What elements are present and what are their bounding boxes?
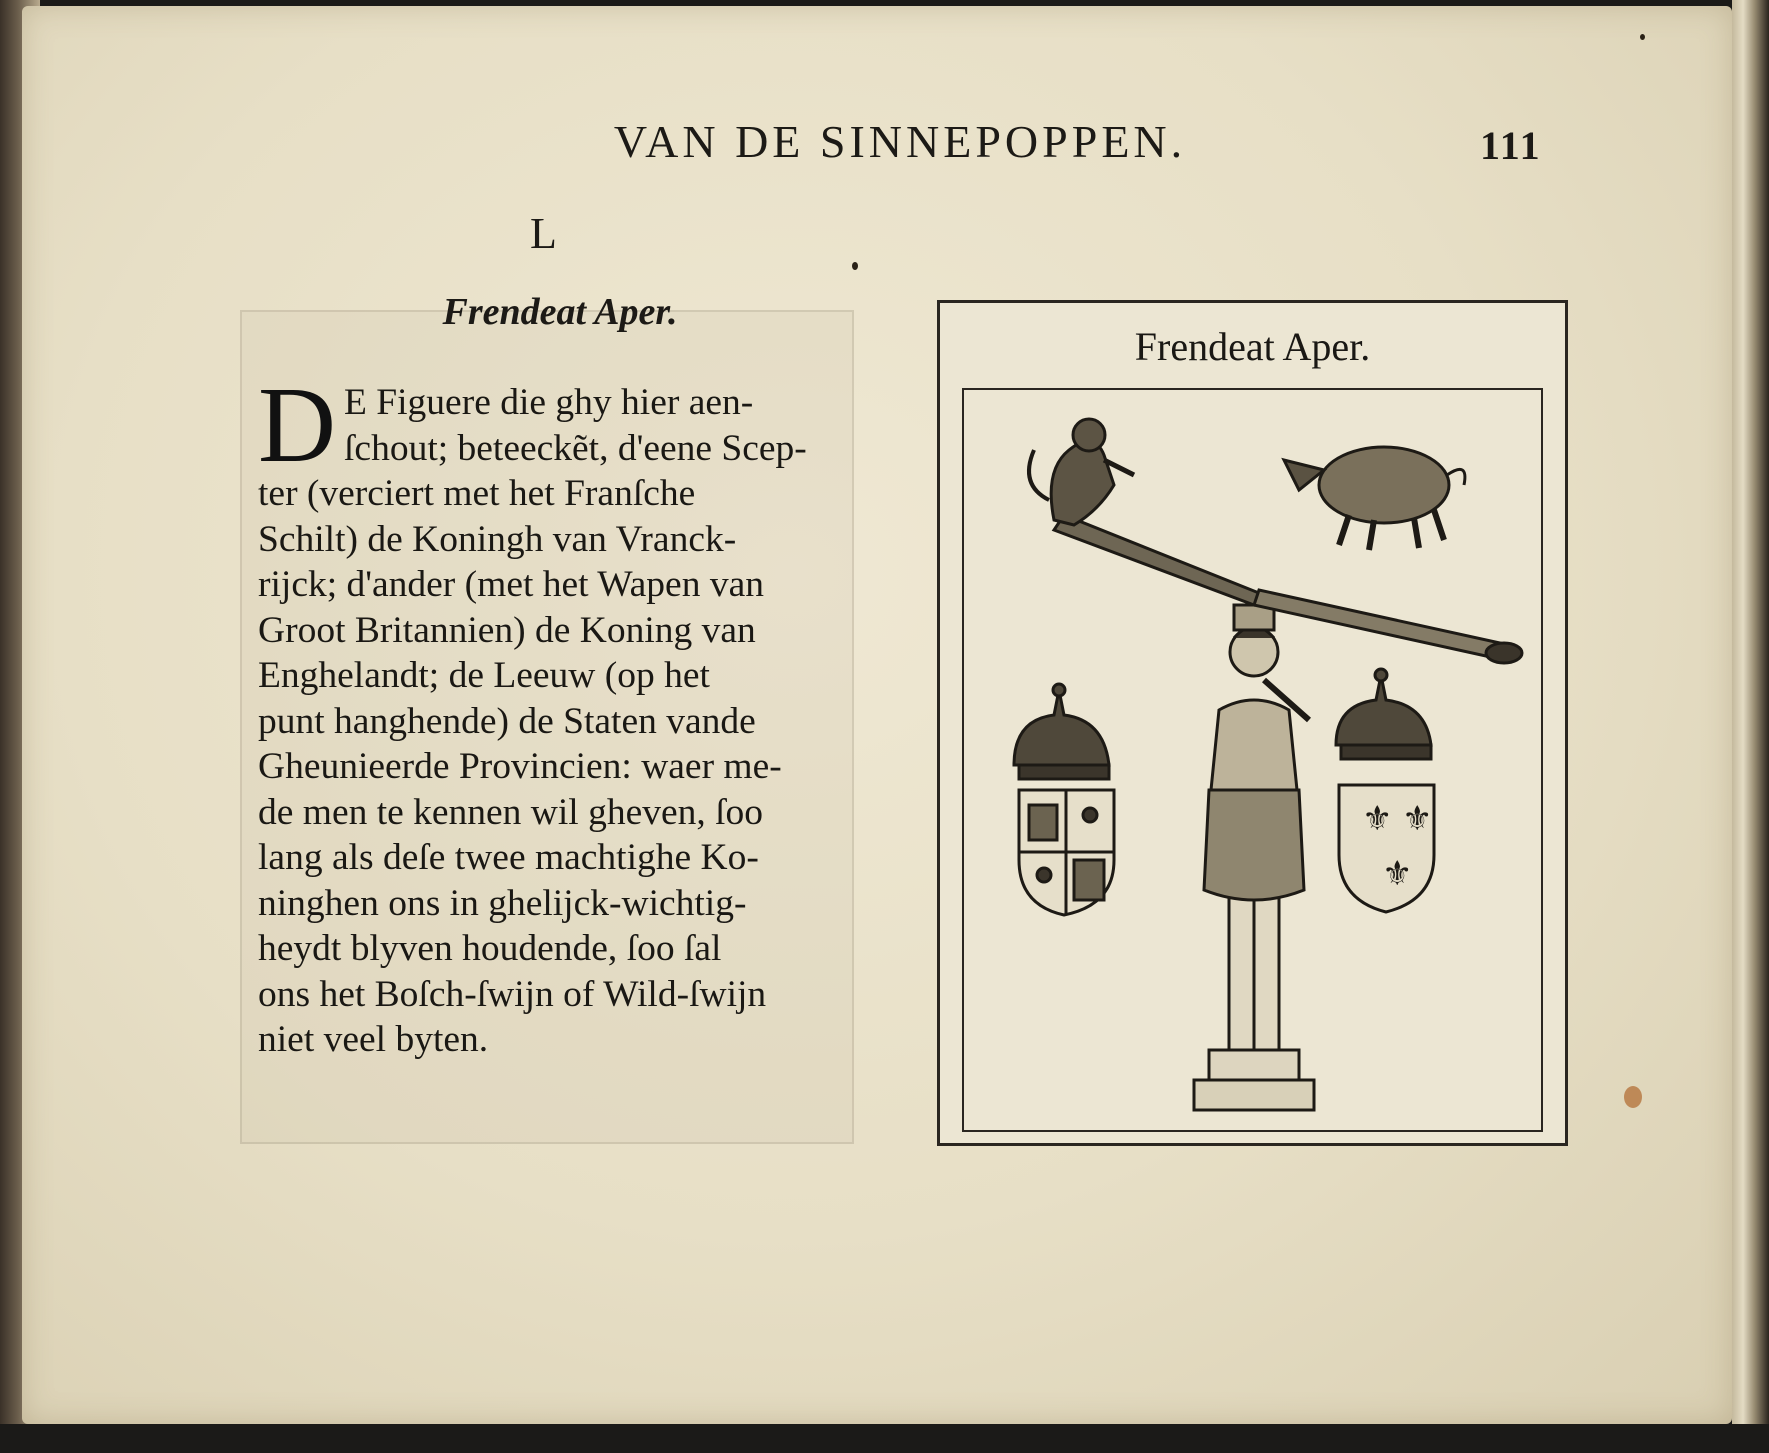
foxing-stain [1624, 1086, 1642, 1108]
text-line: lang als deſe twee machtighe Ko- [258, 837, 759, 878]
section-letter: L [530, 209, 557, 258]
text-line: Gheunieerde Provincien: waer me- [258, 746, 782, 787]
plate-title: Frendeat Aper. [1134, 324, 1371, 369]
text-line: ſchout; beteeckẽt, d'eene Scep- [344, 427, 807, 469]
foxing-stain [852, 262, 858, 270]
text-line: heydt blyven houdende, ſoo ſal [258, 928, 722, 969]
body-text [258, 366, 858, 1063]
text-line: de men te kennen wil gheven, ſoo [258, 791, 764, 833]
text-line: ter (verciert met het Franſche [258, 473, 696, 514]
foxing-stain [1640, 34, 1645, 40]
text-line: Groot Britannien) de Koning van [258, 609, 756, 651]
text-line: niet veel byten. [258, 1019, 489, 1060]
text-line: Enghelandt; de Leeuw (op het [258, 655, 710, 696]
page-number: 111 [1480, 123, 1542, 168]
text-line: ons het Boſch-ſwijn of Wild-ſwijn [258, 973, 767, 1015]
engraved-plate [937, 300, 1568, 1146]
crown-icon [1336, 669, 1431, 759]
scan-bottom-border [0, 1424, 1769, 1453]
caryatid-figure-icon [1204, 605, 1304, 900]
text-line: ninghen ons in ghelijck-wichtig- [258, 882, 747, 924]
svg-text:⚜: ⚜ [1402, 799, 1433, 839]
drop-cap: D [258, 366, 336, 485]
text-line: Schilt) de Koningh van Vranck- [258, 518, 737, 560]
emblem-engraving [964, 390, 1541, 1130]
text-line: punt hanghende) de Staten vande [258, 700, 756, 742]
page-right-edge [1732, 0, 1769, 1453]
svg-text:⚜: ⚜ [1382, 854, 1413, 894]
text-line: E Figuere die ghy hier aen- [344, 382, 754, 423]
boar-icon [1284, 447, 1465, 550]
motto-heading: Frendeat Aper. [442, 291, 678, 333]
english-arms-shield-icon [1019, 790, 1114, 915]
svg-text:⚜: ⚜ [1362, 799, 1393, 839]
pedestal-icon [1194, 870, 1314, 1110]
lion-icon [1029, 419, 1134, 525]
sceptre-beam-icon [1054, 515, 1522, 720]
plate-image-frame [962, 388, 1543, 1132]
crown-icon [1014, 684, 1109, 779]
running-head: VAN DE SINNEPOPPEN. [613, 116, 1187, 167]
fleur-de-lis-shield-icon [1339, 785, 1434, 912]
text-line: rijck; d'ander (met het Wapen van [258, 564, 764, 605]
